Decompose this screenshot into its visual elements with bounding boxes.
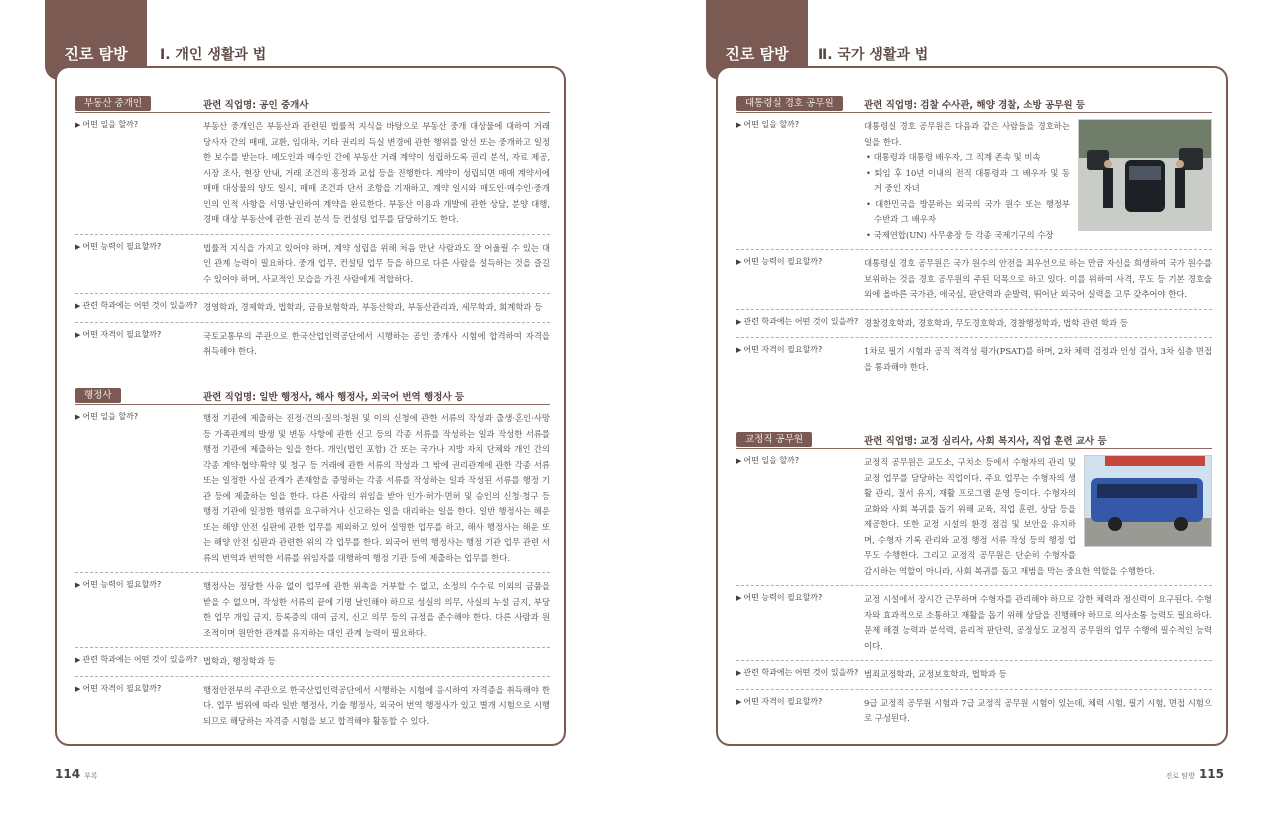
job-badge: 대통령실 경호 공무원 (736, 96, 843, 111)
section-tab: 진로 탐방 (45, 0, 147, 80)
question: ▶ 어떤 능력이 필요할까? (736, 257, 823, 266)
related-jobs: 관련 직업명: 일반 행정사, 해사 행정사, 외국어 번역 행정사 등 (203, 392, 465, 403)
related-jobs: 관련 직업명: 공인 중개사 (203, 100, 309, 111)
triangle-icon: ▶ (75, 302, 81, 310)
qa-row (736, 250, 1212, 310)
qa-row (736, 310, 1212, 339)
triangle-icon: ▶ (736, 457, 742, 465)
answer: 경찰경호학과, 경호학과, 무도경호학과, 경찰행정학과, 법학 관련 학과 등 (864, 317, 1128, 328)
triangle-icon: ▶ (75, 330, 81, 339)
related-jobs: 관련 직업명: 검찰 수사관, 해양 경찰, 소방 공무원 등 (864, 100, 1086, 111)
job-badge: 교정직 공무원 (736, 432, 812, 447)
answer: 법학과, 행정학과 등 (203, 656, 276, 666)
answer: 경영학과, 경제학과, 법학과, 금융보험학과, 부동산학과, 부동산관리과, 세무학과, 회계학과 등 (203, 302, 543, 312)
section-header (75, 96, 550, 113)
triangle-icon: ▶ (736, 697, 742, 706)
answer: 행정안전부의 주관으로 한국산업인력공단에서 시행하는 시험에 응시하여 자격증을 취득해야 한다. 업무 범위에 따라 일반 행정사, 기술 행정사, 외국어 번역 행정사가 있고 별개 시험으로 시행되므로 해당하는 자격증 시험을 보고 합격해야 활동할 수 있다. (203, 684, 550, 726)
related-jobs: 관련 직업명: 교정 심리사, 사회 복지사, 직업 훈련 교사 등 (864, 436, 1107, 447)
section-tab: 진로 탐방 (706, 0, 808, 80)
answer: 국토교통부의 주관으로 한국산업인력공단에서 시행하는 공인 중개사 시험에 합격하여 자격을 취득해야 한다. (203, 330, 550, 356)
bus-illustration (1085, 456, 1211, 546)
career-section (75, 388, 550, 735)
chapter-title: Ⅰ. 개인 생활과 법 (160, 47, 267, 63)
triangle-icon: ▶ (736, 594, 742, 602)
answer: 범죄교정학과, 교정보호학과, 법학과 등 (864, 669, 1007, 679)
qa-row (75, 648, 550, 677)
question: ▶ 관련 학과에는 어떤 것이 있을까? (736, 668, 859, 677)
question: ▶ 어떤 자격이 필요할까? (736, 345, 823, 354)
triangle-icon: ▶ (75, 121, 81, 129)
triangle-icon: ▶ (736, 317, 742, 326)
question: ▶ 어떤 능력이 필요할까? (736, 593, 823, 602)
list-item: • 국제연합(UN) 사무총장 등 각종 국제기구의 수장 (866, 229, 1054, 240)
qa-row (736, 690, 1212, 733)
qa-row (736, 449, 1212, 586)
triangle-icon: ▶ (75, 656, 81, 664)
answer: 법률적 지식을 가지고 있어야 하며, 계약 성립을 위해 처음 만난 사람과도 잘 어울릴 수 있는 대인 관계 능력이 필요하다. 중개 업무, 컨설팅 업무 등을 하므로 다른 사람을 설득하는 것을 즐길 수 있어야 하며, 사교적인 모습을 가진 사람에게 적합하다. (203, 242, 550, 284)
question: ▶ 어떤 능력이 필요할까? (75, 241, 162, 251)
page-number: 114 부록 (55, 767, 98, 781)
content-box (716, 66, 1228, 746)
triangle-icon: ▶ (75, 581, 81, 589)
career-section (736, 96, 1212, 381)
question: ▶ 어떤 자격이 필요할까? (75, 329, 162, 339)
qa-row (736, 338, 1212, 381)
job-badge: 행정사 (75, 388, 121, 403)
job-badge: 부동산 중개인 (75, 96, 151, 111)
answer: 대통령실 경호 공무원은 국가 원수의 안전을 최우선으로 하는 만큼 자신을 희생하여 국가 원수를 보위하는 것을 경호 공무원의 주된 덕목으로 하고 있다. 이를 위하여 사격, 무도 등 기본 경호술 외에 올바른 국가관, 애국심, 판단력과 순발력, 뛰어난 외국어 실력을 고루 갖추어야 한다. (864, 258, 1212, 299)
career-section (736, 432, 1212, 733)
question: ▶ 관련 학과에는 어떤 것이 있을까? (75, 301, 198, 310)
section-header (736, 96, 1212, 113)
qa-row (75, 113, 550, 235)
question: ▶ 어떤 일을 할까? (736, 120, 800, 129)
question: ▶ 어떤 일을 할까? (736, 456, 800, 465)
question: ▶ 관련 학과에는 어떤 것이 있을까? (75, 655, 198, 664)
career-section (75, 96, 550, 366)
bus-photo (1084, 455, 1212, 547)
list-item: • 퇴임 후 10년 이내의 전직 대통령과 그 배우자 및 동거 중인 자녀 (866, 167, 1070, 193)
triangle-icon: ▶ (75, 684, 81, 693)
qa-row (75, 405, 550, 573)
qa-row (75, 294, 550, 323)
question: ▶ 어떤 자격이 필요할까? (736, 696, 823, 706)
list-item: • 대통령과 대통령 배우자, 그 직계 존속 및 비속 (866, 152, 1041, 162)
triangle-icon: ▶ (75, 413, 81, 421)
answer: 행정 기관에 제출하는 진정·건의·질의·청원 및 이의 신청에 관한 서류의 작성과 출생·혼인·사망 등 가족관계의 발생 및 변동 사항에 관한 신고 등의 각종 서류를 작성하는 일과 작성한 서류를 행정 기관에 제출하는 일을 한다. 개인(법인 포함) 간 또는 국가나 지방 자치 단체와 개인 간의 각종 계약·협약·확약 및 청구 등 거래에 관한 서류의 작성과 그 밖에 권리관계에 관한 각종 서류 또는 일정한 사실 관계가 존재함을 증명하는 각종 서류를 작성하는 일과 작성된 서류를 행정 기관 등에 제출하는 일을 한다. 다른 사람의 위임을 받아 인가·허가·면허 및 승인의 신청·청구 등 행정 기관에 일정한 행위를 요구하거나 신고하는 일을 대리하는 일을 한다. 일반 행정사는 해운 또는 해양 안전 심판에 관한 업무를 제외하고 있어 설명한 업무를 하고, 해사 행정사는 해운 또는 해양 안전 심판과 관련한 위의 각 업무를 한다. 외국어 번역 행정사는 행정 기관 업무 관련 서류의 번역과 번역한 서류를 위임자를 대행하여 행정 기관 등에 제출하는 업무를 한다. (203, 413, 550, 563)
answer: 교정직 공무원은 교도소, 구치소 등에서 수형자의 관리 및 교정 업무를 담당하는 직업이다. 주요 업무는 수형자의 생활 관리, 질서 유지, 재활 프로그램 운영 등이다. 수형자의 교화와 사회 복귀를 돕기 위해 교육, 직업 훈련, 상담 등을 제공한다. 또한 교정 시설의 환경 점검 및 보안을 유지하며, 수형자 기록 관리와 교정 행정 서류 작성 등의 행정 업무도 수행한다. 그리고 교정직 공무원은 단순히 수형자를 감시하는 역할이 아니라, 사회 복귀를 돕고 재범을 막는 중요한 역할을 수행한다. (864, 455, 1212, 579)
triangle-icon: ▶ (75, 242, 81, 251)
answer: 부동산 중개인은 부동산과 관련된 법률적 지식을 바탕으로 부동산 중개 대상물에 대하여 거래 당사자 간의 매매, 교환, 임대차, 기타 권리의 득실 변경에 관한 행위를 알선 또는 중개하고 일정한 보수를 받는다. 매도인과 매수인 간에 부동산 거래 계약이 성립하도록 권리 분석, 자료 제공, 시장 조사, 현장 안내, 거래 조건의 흥정과 교섭 등을 진행한다. 계약이 성립되면 매매 계약서에 매매 대상물의 양도 일시, 매매 조건과 단서 조항을 기재하고, 계약 일시와 매도인·매수인·중개인의 인적 사항을 서명·날인하여 계약을 완료한다. 부동산 이용과 개발에 관한 상담, 분양 대행, 경매 대상 부동산에 관한 권리 분석 등 컨설팅 업무를 담당하기도 한다. (203, 121, 550, 224)
answer: 9급 교정직 공무원 시험과 7급 교정직 공무원 시험이 있는데, 체력 시험, 필기 시험, 면접 시험으로 구성된다. (864, 697, 1212, 723)
question: ▶ 어떤 능력이 필요할까? (75, 580, 162, 589)
question: ▶ 어떤 자격이 필요할까? (75, 683, 162, 693)
answer: 1차로 필기 시험과 공직 적격성 평가(PSAT)를 하며, 2차 체력 검정과 인성 검사, 3차 심층 면접을 통과해야 한다. (864, 346, 1212, 372)
content-box (55, 66, 566, 746)
qa-row (75, 677, 550, 736)
triangle-icon: ▶ (736, 121, 742, 129)
section-header (75, 388, 550, 405)
triangle-icon: ▶ (736, 258, 742, 266)
qa-row (75, 323, 550, 366)
triangle-icon: ▶ (736, 669, 742, 677)
answer: 대통령실 경호 공무원은 다음과 같은 사람들을 경호하는 일을 한다. • 대통령과 대통령 배우자, 그 직계 존속 및 비속 • 퇴임 후 10년 이내의 전직 대통령과 그 배우자 및 동거 중인 자녀 • 대한민국을 방문하는 외국의 국가 원수 또는 행정부 수반과 그 배우자 • 국제연합(UN) 사무총장 등 각종 국제기구의 수장 (864, 119, 1212, 243)
motorcade-photo (1078, 119, 1212, 231)
page-number: 진로 탐방 115 (1165, 767, 1224, 781)
qa-row (736, 113, 1212, 250)
question: ▶ 어떤 일을 할까? (75, 412, 139, 421)
answer: 행정사는 정당한 사유 없이 업무에 관한 위촉을 거부할 수 없고, 소정의 수수료 이외의 금품을 받을 수 없으며, 작성한 서류의 끝에 기명 날인해야 하므로 성실의 의무, 사실의 누설 금지, 부당한 업무 개입 금지, 등록증의 대여 금지, 신고 의무 등의 규정을 준수해야 한다. 다른 사람과 원조적이며 원만한 관계를 유지하는 대인 관계 능력이 필요하다. (203, 581, 550, 638)
motorcade-illustration (1079, 120, 1211, 230)
question: ▶ 어떤 일을 할까? (75, 120, 139, 129)
answer: 교정 시설에서 장시간 근무하며 수형자를 관리해야 하므로 강한 체력과 정신력이 요구된다. 수형자와 효과적으로 소통하고 재활을 돕기 위해 상담을 진행해야 하므로 의사소통 능력도 필요하다. 문제 해결 능력과 분석력, 윤리적 판단력, 공정성도 교정직 공무원의 업무 수행에 필수적인 능력이다. (864, 594, 1212, 651)
qa-row (736, 586, 1212, 661)
triangle-icon: ▶ (736, 346, 742, 354)
qa-row (75, 235, 550, 295)
chapter-title: Ⅱ. 국가 생활과 법 (818, 47, 929, 63)
list-item: • 대한민국을 방문하는 외국의 국가 원수 또는 행정부 수반과 그 배우자 (866, 198, 1070, 224)
section-header (736, 432, 1212, 449)
qa-row (736, 661, 1212, 690)
right-page (640, 0, 1280, 814)
question: ▶ 관련 학과에는 어떤 것이 있을까? (736, 316, 859, 326)
qa-row (75, 573, 550, 648)
